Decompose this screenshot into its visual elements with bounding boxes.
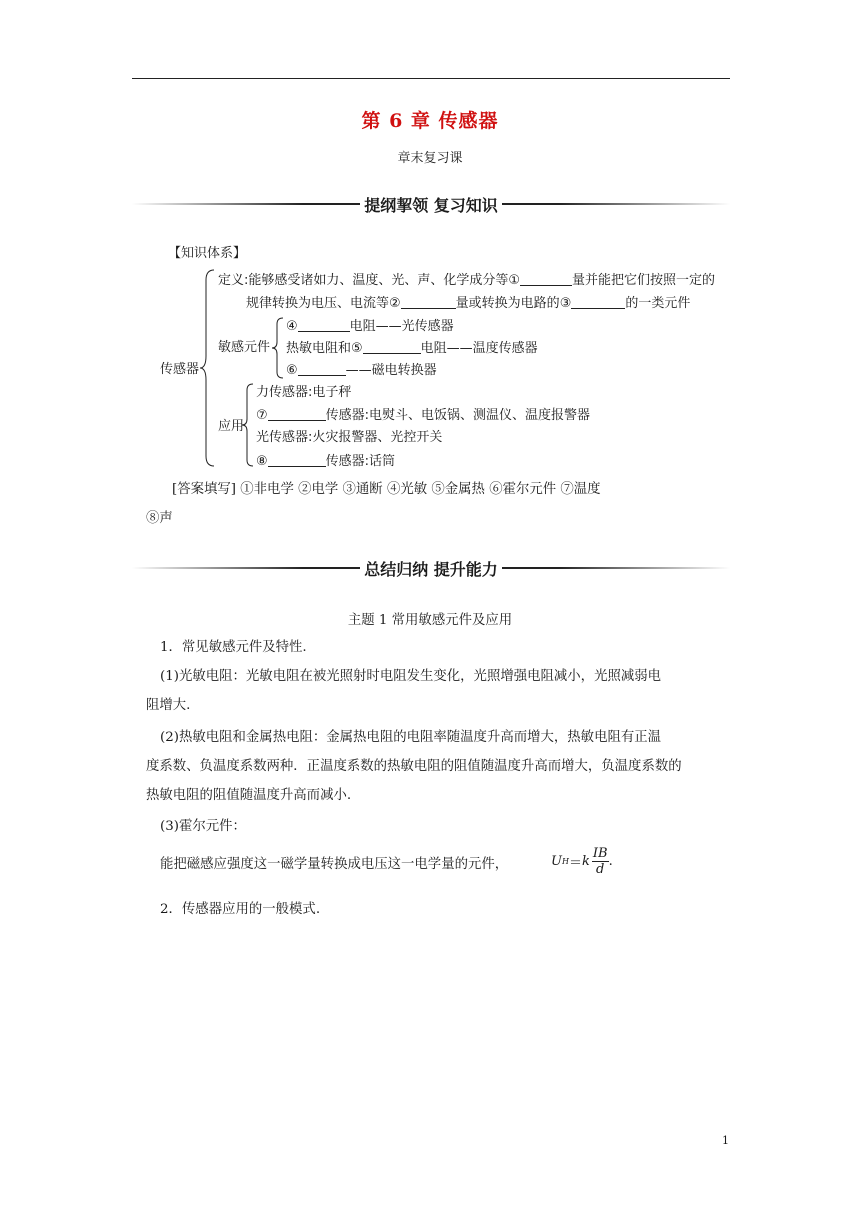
section-banner-summary [132, 557, 730, 579]
paragraph-6: 2．传感器应用的一般模式. [160, 902, 321, 917]
knowledge-label: 【知识体系】 [168, 246, 247, 261]
application-item-force: 力传感器:电子秤 [256, 385, 352, 400]
banner-line-left [132, 567, 360, 569]
blank-3-underline [571, 294, 625, 309]
blank-7-underline [268, 406, 326, 421]
blank-2-underline [401, 294, 456, 309]
section-heading: 提纲挈领 复习知识 [364, 195, 498, 215]
application-item-7 [256, 406, 590, 425]
formula-lhs-sub: H [561, 857, 569, 866]
blank-8-underline [268, 452, 326, 467]
chapter-title: 第 6 章 传感器 [361, 110, 499, 132]
sensitive-label: 敏感元件 [218, 340, 271, 355]
hall-formula [551, 846, 613, 877]
banner-line-right [502, 567, 730, 569]
sensitive-item-4 [286, 317, 454, 336]
definition-text-d: 量或转换为电路的 [455, 296, 560, 311]
paragraph-4: (3)霍尔元件： [160, 819, 246, 834]
item-6-text: ——磁电转换器 [345, 363, 437, 378]
blank-1-marker: ① [508, 273, 521, 288]
section-heading: 总结归纳 提升能力 [364, 559, 498, 579]
answers-line-1: [答案填写] ①非电学 ②电学 ③通断 ④光敏 ⑤金属热 ⑥霍尔元件 ⑦温度 [172, 482, 601, 497]
formula-period: . [608, 854, 613, 869]
formula-k: k [581, 854, 590, 869]
section-banner-review [132, 193, 730, 215]
blank-2-marker: ② [389, 296, 401, 311]
paragraph-5 [160, 850, 508, 879]
application-item-light: 光传感器:火灾报警器、光控开关 [256, 430, 443, 445]
paragraph-3-line-3: 热敏电阻的阻值随温度升高而减小. [146, 788, 352, 803]
banner-line-right [502, 203, 730, 205]
definition-line-2 [246, 294, 690, 313]
sensitive-brace [271, 316, 287, 380]
blank-3-marker: ③ [559, 296, 572, 311]
item-7-text: 传感器:电熨斗、电饭锅、测温仪、温度报警器 [325, 408, 591, 423]
item-8-text: 传感器:话筒 [325, 454, 396, 469]
definition-text-b: 量并能把它们按照一定的 [572, 273, 716, 288]
sensitive-item-5 [286, 339, 538, 358]
paragraph-1: 1．常见敏感元件及特性. [160, 640, 307, 655]
tree-root: 传感器 [160, 362, 200, 377]
formula-equals: ＝ [568, 856, 582, 871]
application-item-8 [256, 452, 395, 471]
item-5-text: 电阻——温度传感器 [420, 341, 538, 356]
subtitle: 章末复习课 [397, 151, 463, 166]
blank-6-marker: ⑥ [286, 363, 298, 378]
paragraph-2-line-2: 阻增大. [146, 698, 191, 713]
blank-6-underline [298, 361, 346, 376]
top-rule [132, 78, 730, 79]
paragraph-3-line-1: (2)热敏电阻和金属热电阻：金属热电阻的电阻率随温度升高而增大，热敏电阻有正温 [160, 730, 662, 745]
paragraph-2-line-1: (1)光敏电阻：光敏电阻在被光照射时电阻发生变化，光照增强电阻减小，光照减弱电 [160, 669, 662, 684]
application-label: 应用 [218, 419, 245, 434]
definition-text-e: 的一类元件 [625, 296, 691, 311]
blank-8-marker: ⑧ [256, 454, 268, 469]
blank-5-underline [363, 339, 421, 354]
definition-line-1 [218, 271, 715, 290]
item-5-prefix: 热敏电阻和 [286, 341, 352, 356]
item-4-text: 电阻——光传感器 [349, 319, 454, 334]
answers-line-2: ⑧声 [146, 511, 173, 526]
blank-4-marker: ④ [286, 319, 298, 334]
page-number: 1 [722, 1134, 729, 1147]
blank-1-underline [520, 271, 572, 286]
paragraph-5-text: 能把磁感应强度这一磁学量转换成电压这一电学量的元件， [160, 857, 509, 872]
main-brace [200, 268, 220, 468]
sensitive-item-6 [286, 361, 437, 380]
formula-denominator: d [596, 862, 605, 877]
definition-text-c: 规律转换为电压、电流等 [246, 296, 390, 311]
formula-numerator: IB [592, 846, 608, 861]
definition-text-a: 定义:能够感受诸如力、温度、光、声、化学成分等 [218, 273, 509, 288]
banner-line-left [132, 203, 360, 205]
topic-title: 主题 1 常用敏感元件及应用 [347, 613, 513, 628]
application-brace [241, 382, 257, 468]
paragraph-3-line-2: 度系数、负温度系数两种．正温度系数的热敏电阻的阻值随温度升高而增大，负温度系数的 [146, 759, 682, 774]
blank-4-underline [298, 317, 350, 332]
blank-7-marker: ⑦ [256, 408, 268, 423]
blank-5-marker: ⑤ [351, 341, 363, 356]
formula-fraction [592, 846, 609, 877]
formula-lhs: U [551, 854, 562, 869]
